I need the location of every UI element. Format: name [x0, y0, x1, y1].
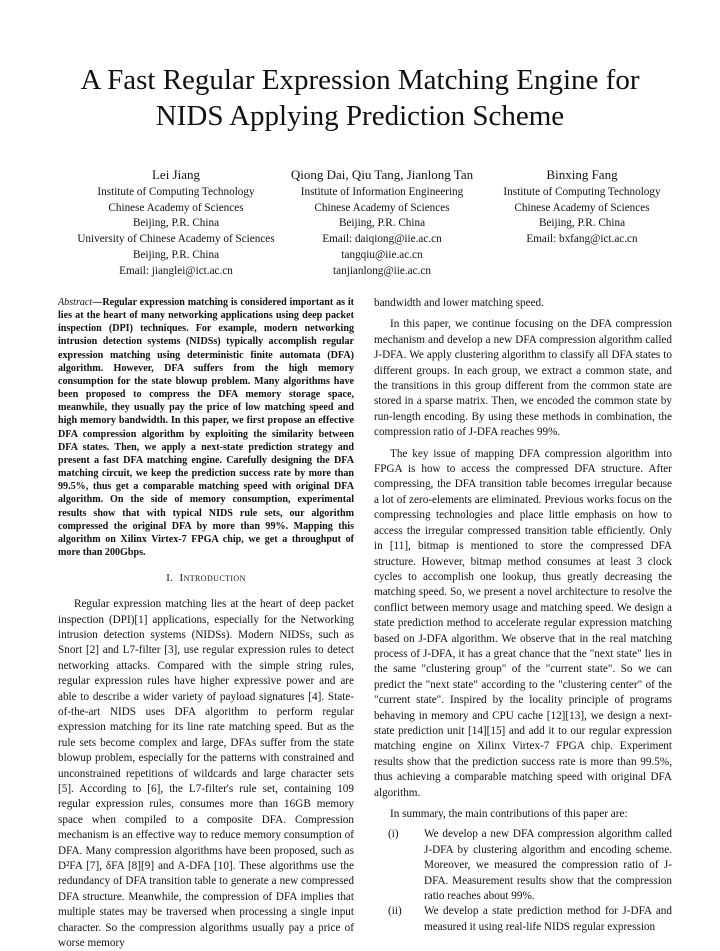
body-paragraph: The key issue of mapping DFA compression algorithm into FPGA is how to access the compressed DFA structure. After compressing, the DFA transition table becomes irregular because a lot of zero-elements are eliminated. Previous works focus on the compressing technologies and place little emphasis on how to access the irregular compressed transition table efficiently. Only in [11], bitmap is mentioned to store the compressed DFA structure. However, bitmap method consumes at least 3 clock cycles to accomplish one lookup, thus greatly decreasing the matching speed. So, we present a novel architecture to resolve the conflict between memory usage and matching speed. We design a state prediction method to accelerate regular expression matching based on J-DFA algorithm. We observe that in the real matching process of J-DFA, it has a great chance that the "next state" lies in the same "clustering group" of the "current state". So we can predict the "next state" according to the "clustering center" of the "current state". Inspired by the locality principle of programs behaving in memory and CPU cache [12][13], we design a next-state prediction unit [14][15] and add it to our regular expression matching engine on Xilinx Virtex-7 FPGA chip. Experiment results show that the prediction success rate is more than 99.5%, thus achieving a comparable matching speed with original DFA algorithm. [374, 447, 672, 799]
author-name: Binxing Fang [546, 167, 618, 182]
author-email: tangqiu@iie.ac.cn [341, 248, 423, 261]
list-item [374, 827, 672, 904]
list-item-number: (ii) [388, 905, 402, 918]
author-email: Email: daiqiong@iie.ac.cn [322, 233, 442, 246]
left-column [58, 296, 354, 951]
intro-paragraph: Regular expression matching lies at the heart of deep packet inspection (DPI)[1] applications, especially for the Networking intrusion detection systems (NIDSs). Modern NIDSs, such as Snort [2] and L7-filter [3], use regular expression rules to detect networking attacks. Compared with the simple string rules, regular expression rules have higher expressive power and are able to describe a wider variety of payload signatures [4]. State-of-the-art NIDS uses DFA algorithm to perform regular expression matching for its line rate matching speed. But as the rule sets become complex and large, DFAs suffer from the state blowup problem, especially for the patterns with constrained and unconstrained repetitions of wildcards and large character sets [5]. According to [6], the L7-filter's rule set, containing 109 regular expression rules, consumes more than 16GB memory space when compiled to a composite DFA. Compression mechanism is an effective way to reduce memory consumption of DFA. Many compression algorithms have been proposed, such as D²FA [7], δFA [8][9] and A-DFA [10]. These algorithms use the redundancy of DFA transition table to generate a new compressed DFA structure. Meanwhile, the compression of DFA implies that multiple states may be traversed when processing a single input character. So the compression algorithms usually pay a price of worse memory [58, 598, 354, 950]
author-1 [58, 166, 294, 279]
list-item-number: (i) [388, 828, 399, 841]
affiliation-line: Institute of Information Engineering [300, 186, 464, 198]
abstract-text: —Regular expression matching is considered important as it lies at the heart of many networking applications using deep packet inspection (DPI) techniques. For example, modern networking intrusion detection systems (NIDSs) typically accomplish regular expression matching using deterministic finite automata (DFA) algorithm. However, DFA suffers from the high memory consumption for the state blowup problem. Many algorithms have been proposed to compress the DFA memory storage space, meanwhile, they usually pay the price of low matching speed and high memory bandwidth. In this paper, we first propose an effective DFA compression algorithm by exploiting the similarity between DFA states. Then, we apply a next-state prediction strategy and present a fast DFA matching engine. Carefully designing the DFA matching circuit, we keep the prediction success rate by more than 99.5%, thus get a comparable matching speed with original DFA algorithm. On the side of memory consumption, experimental results show that with typical NIDS rule sets, our algorithm compressed the original DFA by more than 99%. Mapping this algorithm on Xilinx Virtex-7 FPGA chip, we get a throughput of more than 200Gbps. [58, 297, 354, 558]
body-paragraph: In this paper, we continue focusing on the DFA compression mechanism and develop a new DFA compression algorithm called J-DFA. We apply clustering algorithm to classify all DFA states to different groups. In each group, we extract a common state, and the transitions in this group different from the common state are stored in a sparse matrix. Then, we encoded the common state by run-length encoding. By using these methods in combination, the compression ratio of J-DFA reaches 99%. [374, 318, 672, 439]
title-line-2: NIDS Applying Prediction Scheme [155, 100, 565, 132]
affiliation-line: University of Chinese Academy of Sciences [77, 233, 275, 246]
abstract-label: Abstract [58, 297, 93, 308]
body-paragraph: bandwidth and lower matching speed. [374, 297, 544, 309]
affiliation-line: Institute of Computing Technology [503, 186, 661, 198]
author-email: Email: bxfang@ict.ac.cn [526, 233, 638, 246]
affiliation-line: Beijing, P.R. China [538, 217, 626, 230]
author-name: Qiong Dai, Qiu Tang, Jianlong Tan [290, 167, 474, 182]
affiliation-line: Chinese Academy of Sciences [314, 201, 450, 214]
author-block [0, 166, 720, 276]
affiliation-line: Chinese Academy of Sciences [108, 201, 244, 214]
author-3 [482, 166, 682, 248]
author-email: tanjianlong@iie.ac.cn [333, 264, 431, 277]
author-2 [282, 166, 482, 279]
section-heading [58, 571, 354, 585]
section-title: Introduction [179, 572, 246, 585]
paper-title [40, 62, 680, 134]
list-item-text: We develop a state prediction method for J-DFA and measured it using real-life NIDS regular expression [424, 905, 672, 933]
affiliation-line: Institute of Computing Technology [97, 186, 255, 198]
author-name: Lei Jiang [151, 167, 200, 182]
affiliation-line: Beijing, P.R. China [338, 217, 426, 230]
title-line-1: A Fast Regular Expression Matching Engine for [80, 64, 640, 96]
affiliation-line: Beijing, P.R. China [132, 248, 220, 261]
body-paragraph: In summary, the main contributions of this paper are: [390, 808, 628, 820]
list-item-text: We develop a new DFA compression algorithm called J-DFA by clustering algorithm and encoding scheme. Moreover, we measured the compression ratio of J-DFA. Measurement results show that the compression ratio reaches about 99%. [424, 828, 672, 903]
contribution-list [374, 827, 672, 935]
affiliation-line: Chinese Academy of Sciences [514, 201, 650, 214]
author-email: Email: jianglei@ict.ac.cn [119, 264, 233, 277]
section-number: I. [166, 572, 174, 585]
list-item [374, 904, 672, 935]
abstract [58, 296, 354, 559]
right-column [374, 296, 672, 935]
affiliation-line: Beijing, P.R. China [132, 217, 220, 230]
